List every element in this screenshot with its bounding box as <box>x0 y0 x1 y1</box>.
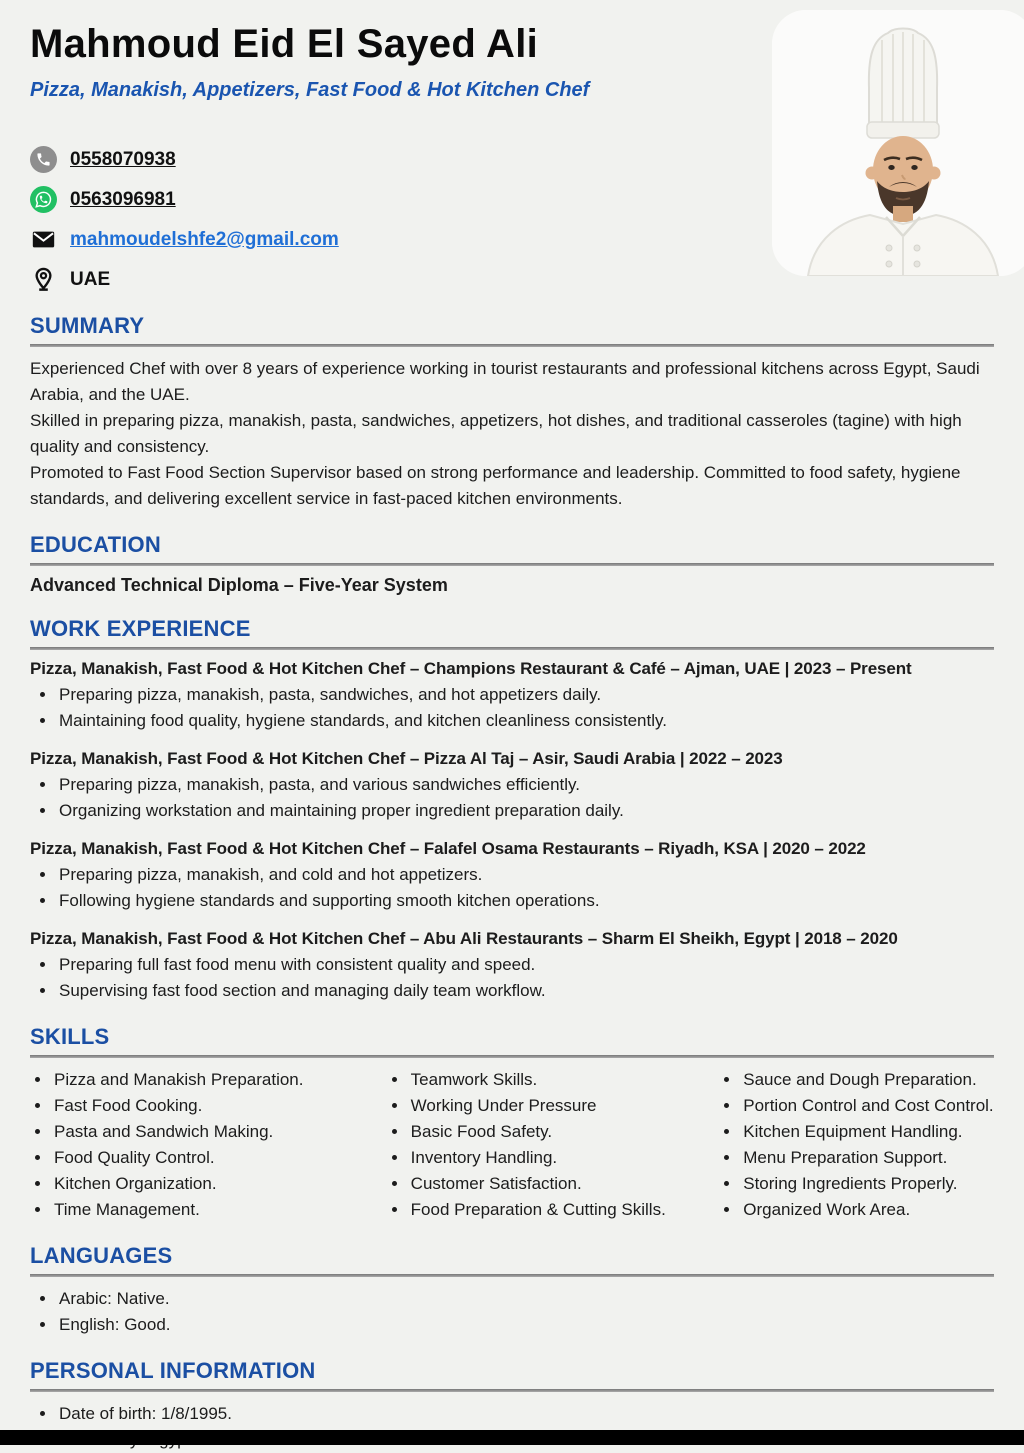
candidate-job-title: Pizza, Manakish, Appetizers, Fast Food & Hot Kitchen Chef <box>30 79 590 101</box>
summary-paragraph: Skilled in preparing pizza, manakish, pasta, sandwiches, appetizers, hot dishes, and traditional casseroles (tagine) with high quality and consistency. <box>30 411 962 456</box>
skill-item: • Food Quality Control. <box>52 1145 387 1171</box>
skills-column-2 <box>387 1067 720 1223</box>
job-entry <box>30 929 994 1004</box>
skill-item: • Storing Ingredients Properly. <box>741 1171 994 1197</box>
section-divider <box>30 1274 994 1277</box>
bottom-bar <box>0 1430 1024 1445</box>
skill-item: • Sauce and Dough Preparation. <box>741 1067 994 1093</box>
education-degree: Advanced Technical Diploma – Five-Year System <box>30 575 448 595</box>
section-languages <box>30 1243 994 1338</box>
work-experience-heading: WORK EXPERIENCE <box>30 616 251 641</box>
job-title: Pizza, Manakish, Fast Food & Hot Kitchen Chef – Falafel Osama Restaurants – Riyadh, KSA | 2020 – 2022 <box>30 839 866 858</box>
skill-item: • Kitchen Equipment Handling. <box>741 1119 994 1145</box>
section-divider <box>30 647 994 650</box>
section-work-experience <box>30 616 994 1004</box>
whatsapp-icon <box>30 186 57 213</box>
contact-row-phone <box>30 146 460 173</box>
skills-grid <box>30 1067 994 1223</box>
email-link[interactable]: mahmoudelshfe2@gmail.com <box>70 228 339 250</box>
languages-heading: LANGUAGES <box>30 1243 173 1268</box>
candidate-name: Mahmoud Eid El Sayed Ali <box>30 22 539 66</box>
contact-row-email <box>30 226 460 253</box>
section-divider <box>30 1389 994 1392</box>
section-summary <box>30 313 994 512</box>
skill-item: • Teamwork Skills. <box>409 1067 720 1093</box>
skill-item: • Pizza and Manakish Preparation. <box>52 1067 387 1093</box>
job-bullet: • Following hygiene standards and supporting smooth kitchen operations. <box>57 888 994 914</box>
section-divider <box>30 344 994 347</box>
job-bullet: • Supervising fast food section and managing daily team workflow. <box>57 978 994 1004</box>
header <box>30 22 994 293</box>
job-bullet: • Preparing full fast food menu with consistent quality and speed. <box>57 952 994 978</box>
skill-item: • Organized Work Area. <box>741 1197 994 1223</box>
job-title: Pizza, Manakish, Fast Food & Hot Kitchen Chef – Pizza Al Taj – Asir, Saudi Arabia | 2022 – 2023 <box>30 749 783 768</box>
phone-number-link[interactable]: 0558070938 <box>70 148 176 170</box>
personal-info-item: • Date of birth: 1/8/1995. <box>57 1401 994 1427</box>
contact-list <box>30 146 460 293</box>
skills-heading: SKILLS <box>30 1024 110 1049</box>
skills-column-1 <box>30 1067 387 1223</box>
job-entry <box>30 659 994 734</box>
contact-row-location <box>30 266 460 293</box>
job-bullet: • Preparing pizza, manakish, pasta, and various sandwiches efficiently. <box>57 772 994 798</box>
email-icon <box>30 226 57 253</box>
skill-item: • Time Management. <box>52 1197 387 1223</box>
skills-column-3 <box>719 1067 994 1223</box>
job-title: Pizza, Manakish, Fast Food & Hot Kitchen Chef – Abu Ali Restaurants – Sharm El Sheikh, Egypt | 2018 – 2020 <box>30 929 898 948</box>
education-heading: EDUCATION <box>30 532 161 557</box>
language-item: • Arabic: Native. <box>57 1286 994 1312</box>
whatsapp-number-link[interactable]: 0563096981 <box>70 188 176 210</box>
job-entry <box>30 839 994 914</box>
skill-item: • Basic Food Safety. <box>409 1119 720 1145</box>
phone-icon <box>30 146 57 173</box>
skill-item: • Menu Preparation Support. <box>741 1145 994 1171</box>
location-pin-icon <box>30 266 57 293</box>
job-bullet: • Maintaining food quality, hygiene standards, and kitchen cleanliness consistently. <box>57 708 994 734</box>
summary-heading: SUMMARY <box>30 313 145 338</box>
job-bullet: • Preparing pizza, manakish, and cold and hot appetizers. <box>57 862 994 888</box>
contact-row-whatsapp <box>30 186 460 213</box>
summary-paragraph: Promoted to Fast Food Section Supervisor based on strong performance and leadership. Committed to food safety, hygiene standards, and delivering excellent service in fast-paced kitchen environments. <box>30 463 961 508</box>
skill-item: • Food Preparation & Cutting Skills. <box>409 1197 720 1223</box>
skill-item: • Inventory Handling. <box>409 1145 720 1171</box>
summary-paragraph: Experienced Chef with over 8 years of experience working in tourist restaurants and professional kitchens across Egypt, Saudi Arabia, and the UAE. <box>30 359 980 404</box>
job-title: Pizza, Manakish, Fast Food & Hot Kitchen Chef – Champions Restaurant & Café – Ajman, UAE | 2023 – Present <box>30 659 912 678</box>
location-text: UAE <box>70 268 111 290</box>
section-divider <box>30 563 994 566</box>
job-bullet: • Organizing workstation and maintaining proper ingredient preparation daily. <box>57 798 994 824</box>
skill-item: • Pasta and Sandwich Making. <box>52 1119 387 1145</box>
skill-item: • Portion Control and Cost Control. <box>741 1093 994 1119</box>
chef-photo <box>772 10 1024 276</box>
skill-item: • Kitchen Organization. <box>52 1171 387 1197</box>
section-skills <box>30 1024 994 1223</box>
section-education <box>30 532 994 596</box>
skill-item: • Fast Food Cooking. <box>52 1093 387 1119</box>
job-entry <box>30 749 994 824</box>
language-item: • English: Good. <box>57 1312 994 1338</box>
section-divider <box>30 1055 994 1058</box>
skill-item: • Working Under Pressure <box>409 1093 720 1119</box>
job-bullet: • Preparing pizza, manakish, pasta, sandwiches, and hot appetizers daily. <box>57 682 994 708</box>
personal-information-heading: PERSONAL INFORMATION <box>30 1358 316 1383</box>
skill-item: • Customer Satisfaction. <box>409 1171 720 1197</box>
chef-illustration <box>772 10 1024 276</box>
